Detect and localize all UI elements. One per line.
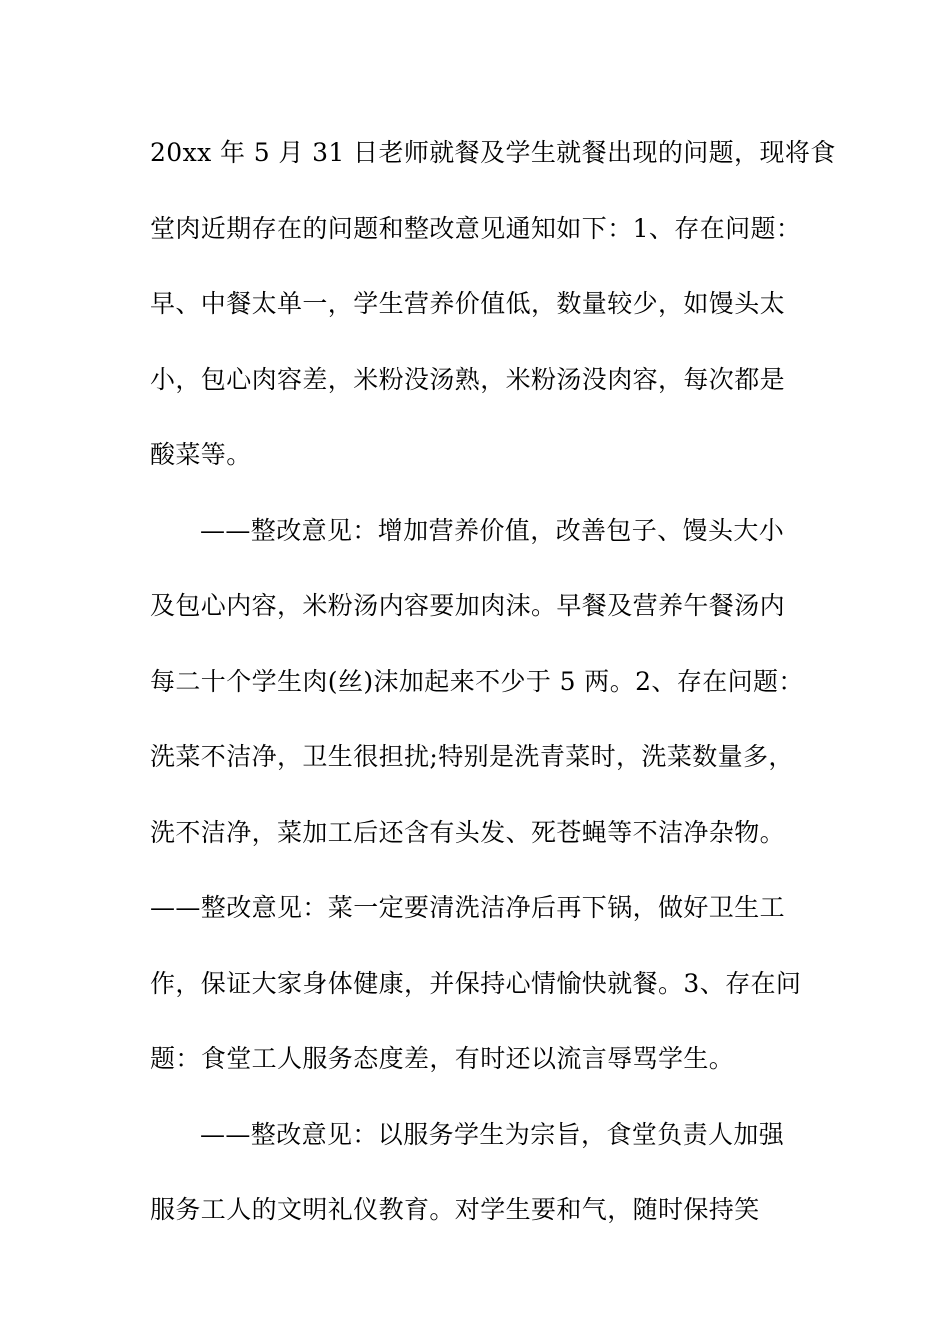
text-line: 洗菜不洁净，卫生很担扰;特别是洗青菜时，洗菜数量多，: [150, 742, 794, 771]
text-line: 小，包心肉容差，米粉没汤熟，米粉汤没肉容，每次都是: [150, 364, 786, 394]
text-line: 服务工人的文明礼仪教育。对学生要和气，随时保持笑: [150, 1195, 760, 1224]
document-body: [150, 128, 836, 1261]
text-line: 每二十个学生肉(丝)沫加起来不少于 5 两。2、存在问题：: [150, 666, 804, 696]
text-line: 及包心内容，米粉汤内容要加肉沫。早餐及营养午餐汤内: [150, 591, 786, 620]
text-line: 早、中餐太单一，学生营养价值低，数量较少，如馒头太: [150, 289, 786, 318]
text-line: ——整改意见：以服务学生为宗旨，食堂负责人加强: [200, 1119, 785, 1149]
text-line: 酸菜等。: [150, 440, 252, 469]
text-line: 题：食堂工人服务态度差，有时还以流言辱骂学生。: [150, 1044, 735, 1073]
text-line: ——整改意见：菜一定要清洗洁净后再下锅，做好卫生工: [150, 893, 786, 922]
text-line: ——整改意见：增加营养价值，改善包子、馒头大小: [200, 515, 785, 545]
text-line: 20xx 年 5 月 31 日老师就餐及学生就餐出现的问题，现将食: [150, 138, 836, 167]
text-line: 洗不洁净，菜加工后还含有头发、死苍蝇等不洁净杂物。: [150, 817, 786, 847]
text-line: 堂肉近期存在的问题和整改意见通知如下：1、存在问题：: [150, 213, 802, 243]
text-line: 作，保证大家身体健康，并保持心情愉快就餐。3、存在问: [150, 968, 802, 998]
